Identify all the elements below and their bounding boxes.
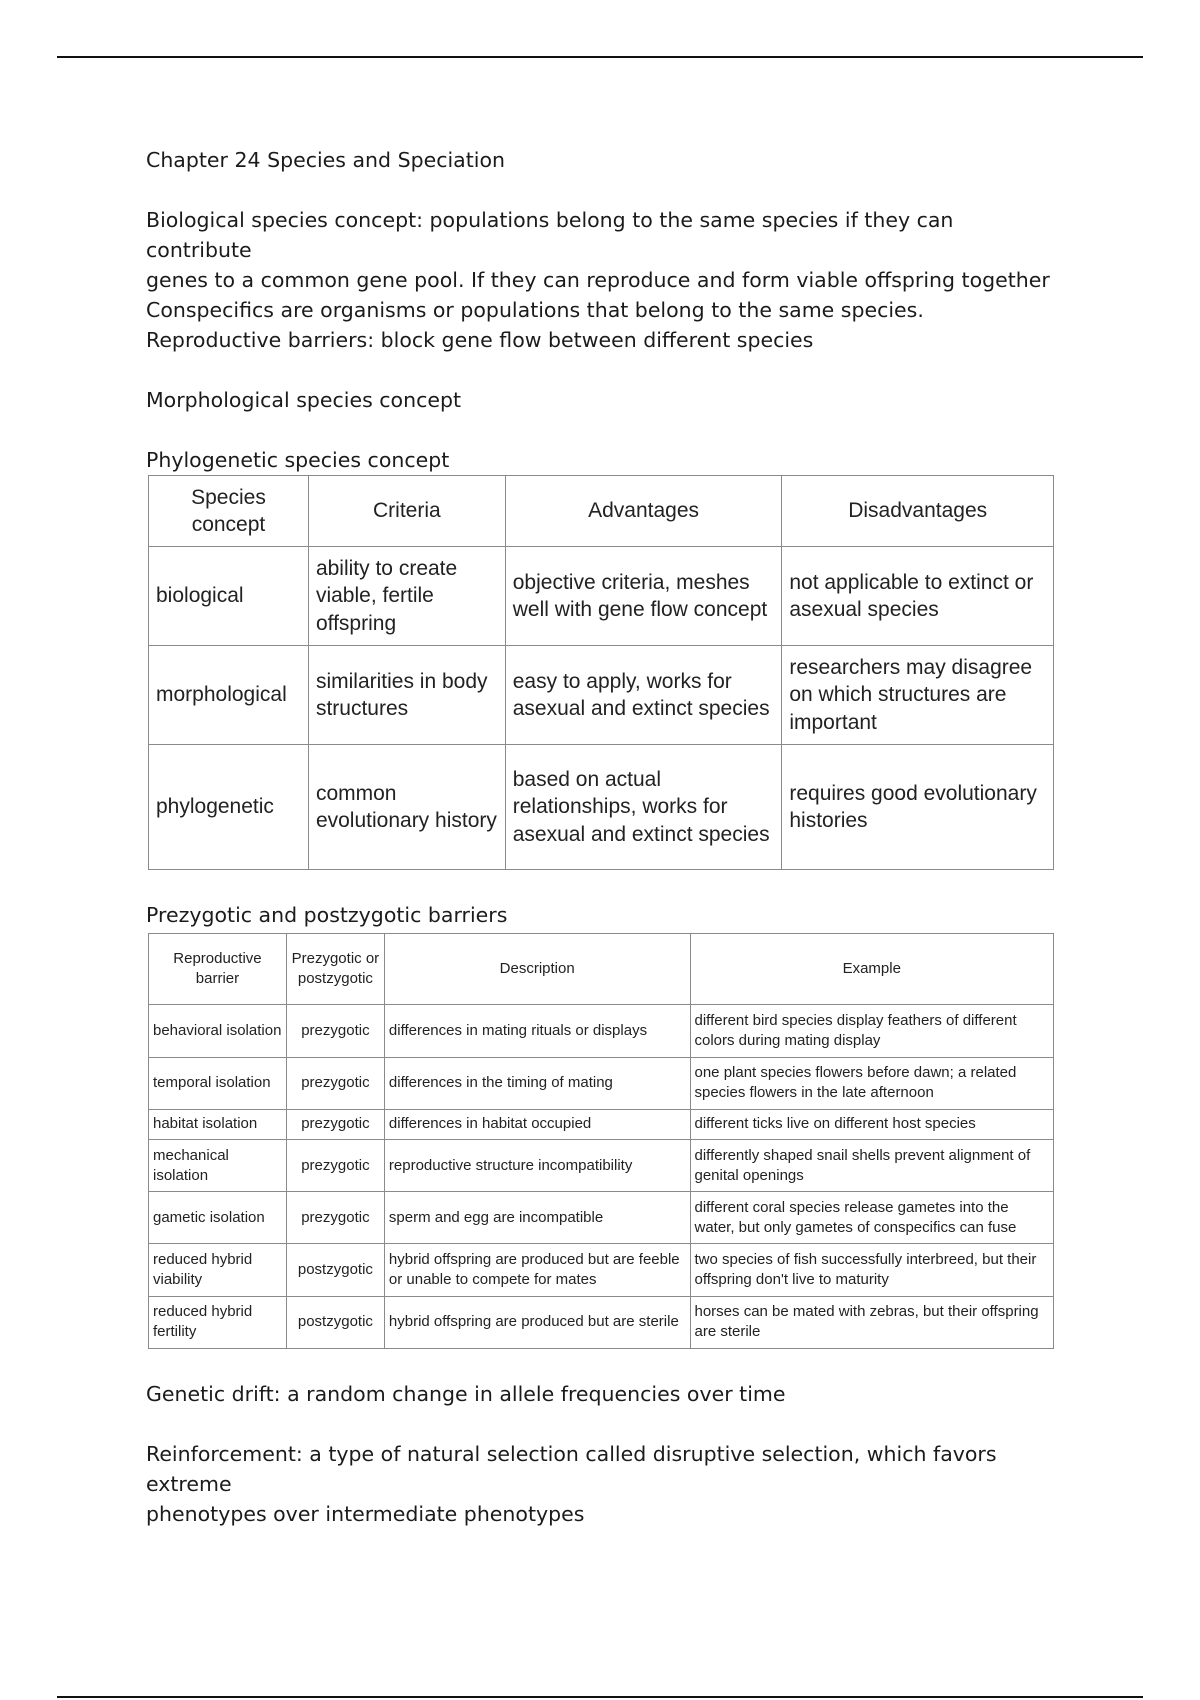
- table-cell: morphological: [149, 646, 309, 745]
- intro-line: Biological species concept: populations belong to the same species if they can contribute: [146, 208, 954, 262]
- table-cell: researchers may disagree on which structures are important: [782, 646, 1054, 745]
- reinforcement-line: Reinforcement: a type of natural selection called disruptive selection, which favors extreme: [146, 1442, 997, 1496]
- table-cell: prezygotic: [286, 1057, 384, 1109]
- table-cell: prezygotic: [286, 1192, 384, 1244]
- table-row: [149, 1192, 1054, 1244]
- table-row: [149, 1005, 1054, 1057]
- header-cell: Advantages: [505, 476, 782, 547]
- table-cell: not applicable to extinct or asexual species: [782, 547, 1054, 646]
- header-cell: Description: [384, 934, 690, 1005]
- table-header-row: [149, 476, 1054, 547]
- intro-line: genes to a common gene pool. If they can reproduce and form viable offspring together: [146, 268, 1050, 292]
- table-cell: reduced hybrid viability: [149, 1244, 287, 1296]
- table-row: [149, 1139, 1054, 1191]
- table-cell: one plant species flowers before dawn; a related species flowers in the late afternoon: [690, 1057, 1054, 1109]
- table-header-row: [149, 934, 1054, 1005]
- table-cell: easy to apply, works for asexual and extinct species: [505, 646, 782, 745]
- table-cell: ability to create viable, fertile offspring: [308, 547, 505, 646]
- table-cell: common evolutionary history: [308, 745, 505, 870]
- header-cell: Reproductive barrier: [149, 934, 287, 1005]
- table-cell: temporal isolation: [149, 1057, 287, 1109]
- table-cell: gametic isolation: [149, 1192, 287, 1244]
- table-cell: sperm and egg are incompatible: [384, 1192, 690, 1244]
- table-cell: biological: [149, 547, 309, 646]
- table-cell: mechanical isolation: [149, 1139, 287, 1191]
- document-body: [146, 145, 1056, 475]
- table-cell: phylogenetic: [149, 745, 309, 870]
- table-row: [149, 1244, 1054, 1296]
- phylogenetic-concept: Phylogenetic species concept: [146, 448, 450, 472]
- intro-line: Reproductive barriers: block gene flow between different species: [146, 328, 814, 352]
- table-cell: different coral species release gametes into the water, but only gametes of conspecifics can fuse: [690, 1192, 1054, 1244]
- header-cell: Example: [690, 934, 1054, 1005]
- table-cell: prezygotic: [286, 1139, 384, 1191]
- reinforcement-line: phenotypes over intermediate phenotypes: [146, 1502, 585, 1526]
- table-cell: hybrid offspring are produced but are feeble or unable to compete for mates: [384, 1244, 690, 1296]
- header-cell: Prezygotic or postzygotic: [286, 934, 384, 1005]
- table-row: [149, 1057, 1054, 1109]
- table-row: [149, 547, 1054, 646]
- table-cell: horses can be mated with zebras, but their offspring are sterile: [690, 1296, 1054, 1348]
- header-cell: Criteria: [308, 476, 505, 547]
- table-cell: reduced hybrid fertility: [149, 1296, 287, 1348]
- table-row: [149, 1296, 1054, 1348]
- table-cell: differences in the timing of mating: [384, 1057, 690, 1109]
- table-row: [149, 646, 1054, 745]
- footer-rule: [57, 1696, 1143, 1698]
- header-cell: Species concept: [149, 476, 309, 547]
- table-cell: habitat isolation: [149, 1109, 287, 1139]
- reproductive-barriers-table: [148, 933, 1054, 1349]
- table-cell: differences in habitat occupied: [384, 1109, 690, 1139]
- table-cell: behavioral isolation: [149, 1005, 287, 1057]
- table-cell: differently shaped snail shells prevent alignment of genital openings: [690, 1139, 1054, 1191]
- intro-line: Conspecifics are organisms or populations that belong to the same species.: [146, 298, 924, 322]
- table-row: [149, 745, 1054, 870]
- table-cell: postzygotic: [286, 1296, 384, 1348]
- chapter-heading: Chapter 24 Species and Speciation: [146, 148, 506, 172]
- table-cell: objective criteria, meshes well with gene flow concept: [505, 547, 782, 646]
- genetic-drift-note: Genetic drift: a random change in allele frequencies over time: [146, 1382, 786, 1406]
- morphological-concept: Morphological species concept: [146, 388, 462, 412]
- table-cell: hybrid offspring are produced but are sterile: [384, 1296, 690, 1348]
- closing-notes: [146, 1379, 1056, 1529]
- table-cell: based on actual relationships, works for asexual and extinct species: [505, 745, 782, 870]
- species-concept-table: [148, 475, 1054, 870]
- table-cell: different ticks live on different host species: [690, 1109, 1054, 1139]
- table-cell: differences in mating rituals or displays: [384, 1005, 690, 1057]
- table-cell: two species of fish successfully interbreed, but their offspring don't live to maturity: [690, 1244, 1054, 1296]
- header-rule: [57, 56, 1143, 58]
- header-cell: Disadvantages: [782, 476, 1054, 547]
- table-cell: different bird species display feathers of different colors during mating display: [690, 1005, 1054, 1057]
- table-cell: postzygotic: [286, 1244, 384, 1296]
- table-cell: similarities in body structures: [308, 646, 505, 745]
- table-cell: requires good evolutionary histories: [782, 745, 1054, 870]
- table-cell: prezygotic: [286, 1109, 384, 1139]
- table-cell: prezygotic: [286, 1005, 384, 1057]
- table-cell: reproductive structure incompatibility: [384, 1139, 690, 1191]
- table-row: [149, 1109, 1054, 1139]
- barriers-title: Prezygotic and postzygotic barriers: [146, 903, 508, 927]
